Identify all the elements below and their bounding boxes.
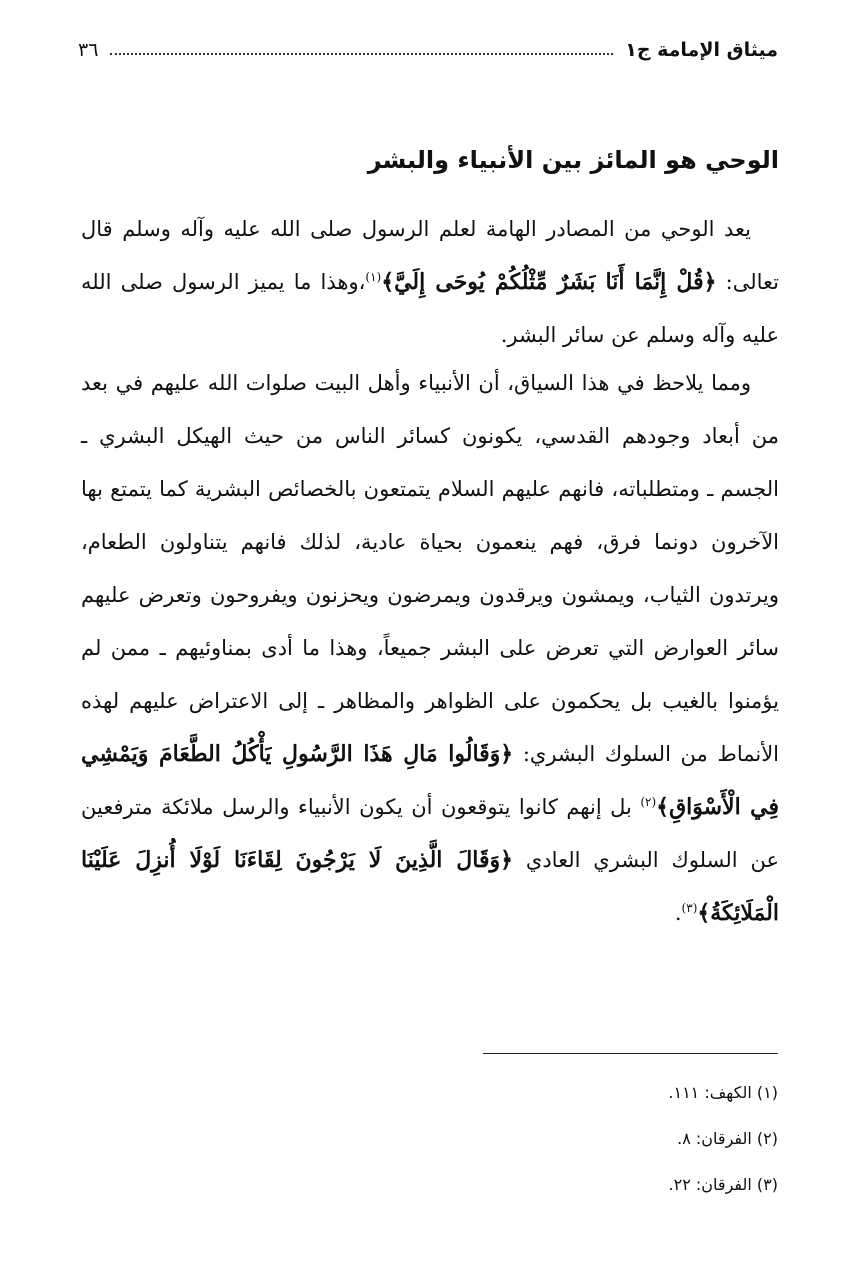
paragraph — [81, 203, 779, 362]
paragraph-text: . — [674, 901, 682, 925]
paragraph-text: ومما يلاحظ في هذا السياق، أن الأنبياء وأهل البيت صلوات الله عليهم في بعد من أبعاد وجودهم القدسي، يكونون كسائر الناس من حيث الهيكل البشري ـ الجسم ـ ومتطلباته، فانهم عليهم السلام يتمتعون بالخصائص البشرية كما يتمتع بها الآخرون دونما فرق، فهم ينعمون بحياة عادية، لذلك فانهم يتناولون الطعام، ويرتدون الثياب، ويمشون ويرقدون ويمرضون ويحزنون ويفروحون وتعرض عليهم سائر العوارض التي تعرض على البشر جميعاً، وهذا ما أدى بمناوئيهم ـ ممن لم يؤمنوا بالغيب بل يحكمون على الظواهر والمظاهر ـ إلى الاعتراض عليهم لهذه الأنماط من السلوك البشري: — [81, 371, 780, 766]
footnote-divider — [483, 1053, 778, 1054]
paragraph — [81, 357, 779, 940]
paragraph-text: ،وهذا ما يميز الرسول صلى الله عليه وآله وسلم عن سائر البشر. — [81, 270, 779, 347]
paragraph-text: يعد الوحي من المصادر الهامة لعلم الرسول صلى الله عليه وآله وسلم قال تعالى: — [81, 217, 779, 294]
quran-quote: ﴿وَقَالُوا مَالِ هَذَا الرَّسُولِ يَأْكُلُ الطَّعَامَ وَيَمْشِي فِي الْأَسْوَاقِ﴾ — [81, 741, 780, 820]
section-heading: الوحي هو المائز بين الأنبياء والبشر — [367, 146, 779, 174]
footnote-item: (٣) الفرقان: ٢٢. — [668, 1175, 778, 1194]
page-number: ٣٦ — [78, 39, 99, 61]
footnote-item: (١) الكهف: ١١١. — [668, 1083, 778, 1102]
footnote-marker[interactable]: (٢) — [640, 795, 657, 809]
quran-quote: ﴿قُلْ إِنَّمَا أَنَا بَشَرٌ مِّثْلُكُمْ يُوحَى إِلَيَّ﴾ — [381, 269, 717, 295]
footnote-marker[interactable]: (٣) — [681, 901, 698, 915]
paragraph-text: بل إنهم كانوا يتوقعون أن يكون الأنبياء والرسل ملائكة مترفعين عن السلوك البشري العادي — [81, 795, 779, 872]
running-title: ميثاق الإمامة ج١ — [625, 39, 778, 61]
footnote-marker[interactable]: (١) — [365, 270, 382, 284]
quran-quote: ﴿وَقَالَ الَّذِينَ لَا يَرْجُونَ لِقَاءَنَا لَوْلَا أُنزِلَ عَلَيْنَا الْمَلَائِكَةُ﴾ — [81, 847, 779, 926]
dotted-leader — [110, 53, 613, 55]
footnotes-list — [668, 1070, 778, 1208]
running-header — [78, 34, 778, 66]
footnote-item: (٢) الفرقان: ٨. — [677, 1129, 778, 1148]
